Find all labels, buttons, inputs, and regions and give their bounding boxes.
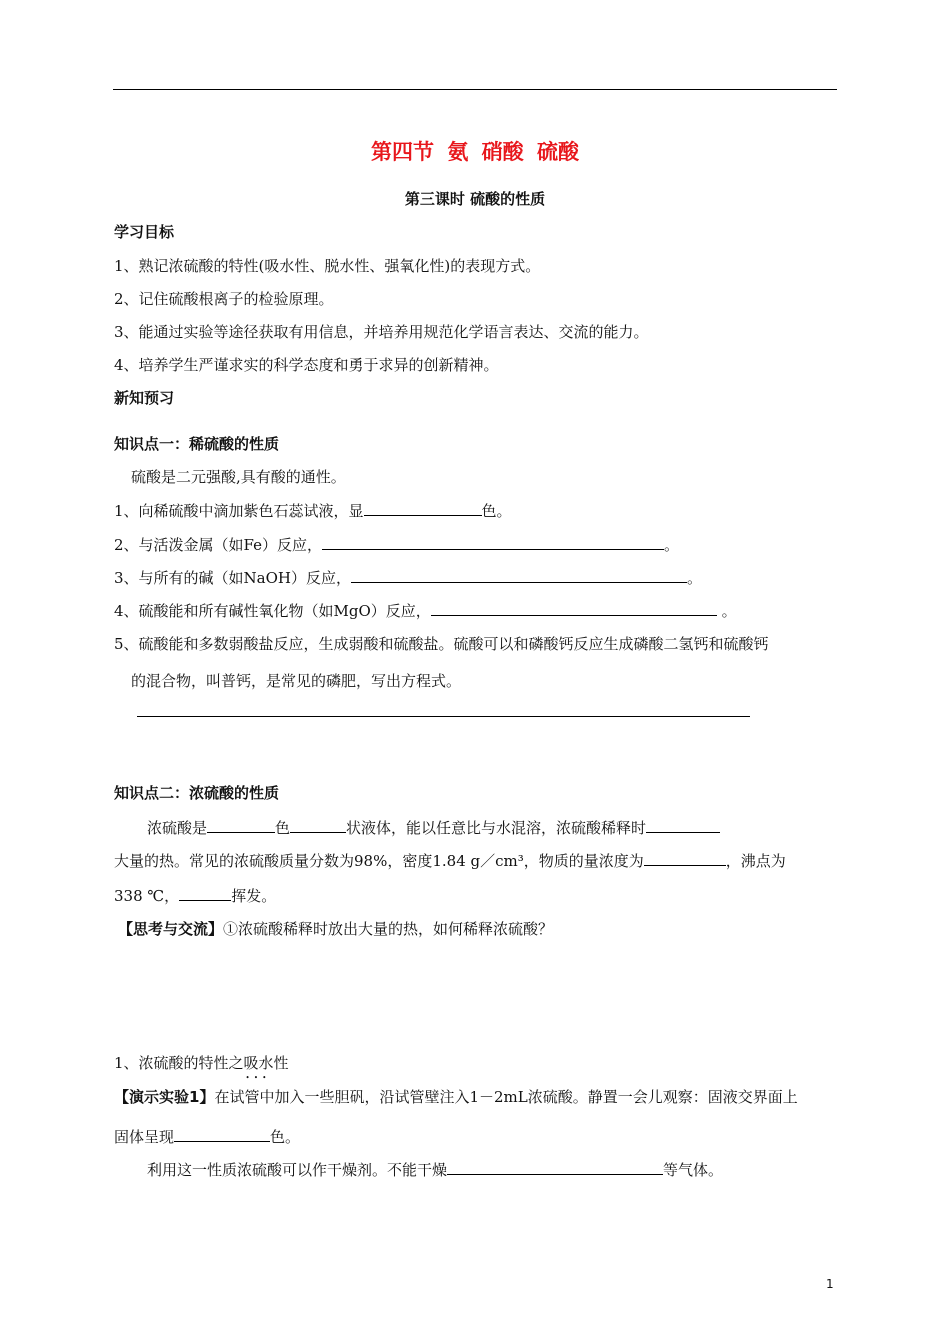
question-text: 1、向稀硫酸中滴加紫色石蕊试液，显: [114, 502, 364, 520]
question-text: 利用这一性质浓硫酸可以作干燥剂。不能干燥: [147, 1161, 448, 1179]
kp2-line-2: [114, 850, 786, 871]
property-1: [114, 1053, 289, 1073]
objective-item: 3、能通过实验等途径获取有用信息，并培养用规范化学语言表达、交流的能力。: [114, 323, 649, 341]
answer-blank[interactable]: [174, 1126, 270, 1142]
objective-item: 4、培养学生严谨求实的科学态度和勇于求异的创新精神。: [114, 356, 499, 374]
objectives-heading: 学习目标: [114, 223, 175, 241]
think-and-discuss: [118, 919, 553, 939]
kp1-question-4: [114, 600, 737, 621]
kp2-line-3: [114, 885, 276, 906]
question-text: 。: [721, 602, 737, 620]
answer-blank[interactable]: [431, 600, 717, 616]
answer-blank[interactable]: [364, 500, 482, 516]
question-text: 固体呈现: [114, 1128, 175, 1146]
question-text: 状液体，能以任意比与水混溶，浓硫酸稀释时: [346, 819, 647, 837]
kp2-line-1: [147, 817, 720, 838]
emphasis-text: 吸水性 • • •: [244, 1054, 289, 1072]
kp1-intro: 硫酸是二元强酸,具有酸的通性。: [131, 468, 346, 486]
think-label: 【思考与交流】: [118, 920, 224, 938]
kp1-question-2: [114, 534, 679, 555]
kp1-question-5-line1: 5、硫酸能和多数弱酸盐反应，生成弱酸和硫酸盐。硫酸可以和磷酸钙反应生成磷酸二氢钙和硫酸钙: [114, 635, 769, 653]
question-text: 等气体。: [663, 1161, 724, 1179]
demo-text: 在试管中加入一些胆矾，沿试管壁注入1－2mL浓硫酸。静置一会儿观察：固液交界面上: [214, 1088, 798, 1106]
header-rule: [113, 89, 837, 90]
answer-line[interactable]: [137, 716, 750, 717]
kp1-question-3: [114, 567, 702, 588]
question-text: 3、与所有的碱（如NaOH）反应，: [114, 569, 351, 587]
question-text: 338 ℃，: [114, 887, 180, 905]
kp1-question-5-line2: 的混合物，叫普钙，是常见的磷肥，写出方程式。: [131, 672, 462, 690]
question-text: 。: [664, 536, 680, 554]
page-number: 1: [826, 1277, 834, 1291]
question-text: 1、浓硫酸的特性之: [114, 1054, 244, 1072]
answer-blank[interactable]: [646, 817, 720, 833]
answer-blank[interactable]: [447, 1159, 663, 1175]
question-text: ，沸点为: [725, 852, 786, 870]
question-text: 色。: [481, 502, 512, 520]
kp1-heading: 知识点一：稀硫酸的性质: [114, 435, 280, 453]
demo-line-2: [114, 1126, 300, 1147]
question-text: 4、硫酸能和所有碱性氧化物（如MgO）反应，: [114, 602, 431, 620]
demo-experiment-1: [114, 1087, 798, 1107]
answer-blank[interactable]: [351, 567, 687, 583]
question-text: 大量的热。常见的浓硫酸质量分数为98%，密度1.84 g／cm³，物质的量浓度为: [114, 852, 644, 870]
objective-item: 1、熟记浓硫酸的特性(吸水性、脱水性、强氧化性)的表现方式。: [114, 257, 541, 275]
kp2-heading: 知识点二：浓硫酸的性质: [114, 784, 280, 802]
answer-blank[interactable]: [290, 817, 346, 833]
question-text: 。: [687, 569, 703, 587]
answer-blank[interactable]: [322, 534, 664, 550]
question-text: 2、与活泼金属（如Fe）反应，: [114, 536, 323, 554]
think-question: ①浓硫酸稀释时放出大量的热，如何稀释浓硫酸？: [223, 920, 554, 938]
question-text: 色。: [270, 1128, 301, 1146]
answer-blank[interactable]: [644, 850, 726, 866]
preview-heading: 新知预习: [114, 389, 175, 407]
question-text: 色: [275, 819, 291, 837]
answer-blank[interactable]: [207, 817, 275, 833]
demo-label: 【演示实验1】: [114, 1088, 215, 1106]
question-text: 挥发。: [231, 887, 277, 905]
kp1-question-1: [114, 500, 512, 521]
question-text: 浓硫酸是: [147, 819, 208, 837]
page-title: 第四节 氨 硝酸 硫酸: [371, 140, 579, 164]
answer-blank[interactable]: [179, 885, 231, 901]
drying-agent-line: [147, 1159, 723, 1180]
objective-item: 2、记住硫酸根离子的检验原理。: [114, 290, 334, 308]
lesson-subtitle: 第三课时 硫酸的性质: [404, 190, 546, 208]
